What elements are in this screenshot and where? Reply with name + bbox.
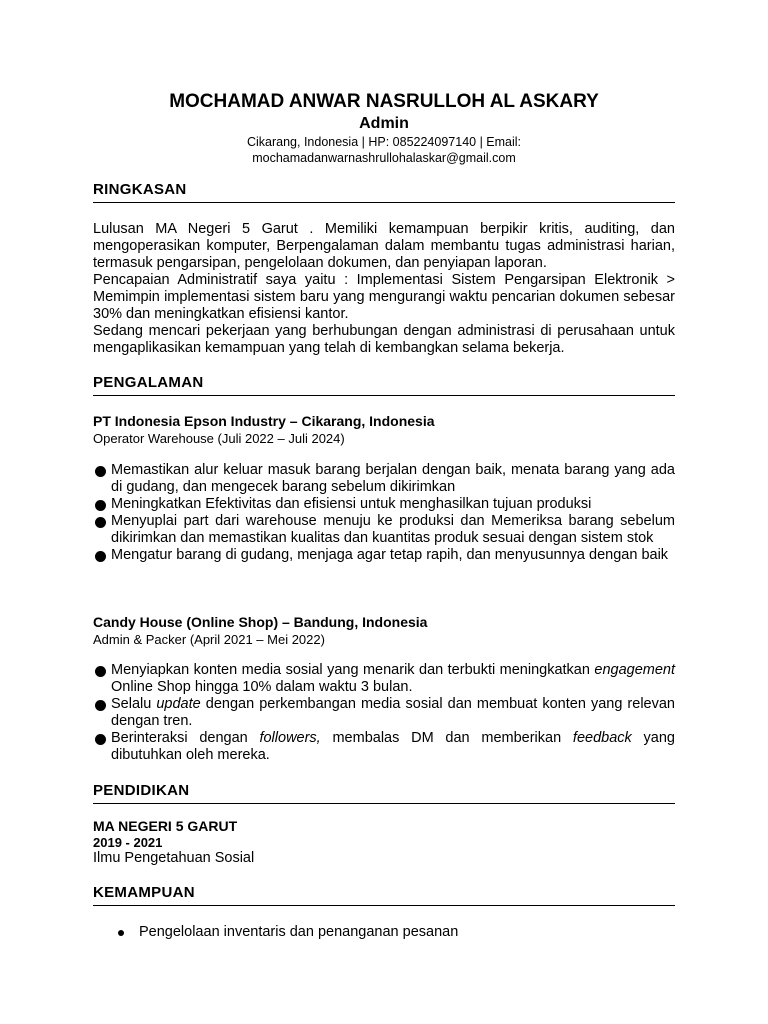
education-school: MA NEGERI 5 GARUT: [93, 818, 238, 834]
list-item: Berinteraksi dengan followers, membalas DM dan memberikan feedback yang dibutuhkan oleh mereka.: [93, 730, 675, 764]
contact-line-2: mochamadanwarnashrullohalaskar@gmail.com: [252, 151, 516, 165]
list-item: Mengatur barang di gudang, menjaga agar tetap rapih, dan menyusunnya dengan baik: [93, 547, 675, 564]
skill-item: Pengelolaan inventaris dan penanganan pesanan: [139, 924, 459, 940]
bullet-icon: [95, 551, 106, 562]
bullet-icon: [95, 517, 106, 528]
job-company-1: PT Indonesia Epson Industry – Cikarang, Indonesia: [93, 413, 435, 429]
job-2-bullets: [93, 662, 675, 764]
list-item: Meningkatkan Efektivitas dan efisiensi untuk menghasilkan tujuan produksi: [93, 496, 675, 513]
list-item: Menyuplai part dari warehouse menuju ke produksi dan Memeriksa barang sebelum dikirimkan dan memastikan kualitas dan kuantitas produk sesuai dengan sistem stok: [93, 513, 675, 547]
summary-text: [93, 221, 675, 357]
summary-paragraph-3: Sedang mencari pekerjaan yang berhubungan dengan administrasi di perusahaan untuk mengaplikasikan kemampuan yang telah di kembangkan selama bekerja.: [93, 323, 675, 356]
section-heading-skills: KEMAMPUAN: [93, 884, 675, 906]
job-1-bullets: [93, 462, 675, 564]
job-position-2: Admin & Packer (April 2021 – Mei 2022): [93, 632, 325, 647]
job-company-2: Candy House (Online Shop) – Bandung, Indonesia: [93, 614, 428, 630]
list-item: Selalu update dengan perkembangan media sosial dan membuat konten yang relevan dengan tren.: [93, 696, 675, 730]
job-position-1: Operator Warehouse (Juli 2022 – Juli 2024): [93, 431, 345, 446]
contact-info: [93, 134, 675, 166]
bullet-icon: [95, 700, 106, 711]
section-heading-experience: PENGALAMAN: [93, 374, 675, 396]
candidate-name: MOCHAMAD ANWAR NASRULLOH AL ASKARY: [169, 91, 599, 112]
education-major: Ilmu Pengetahuan Sosial: [93, 850, 255, 866]
education-years: 2019 - 2021: [93, 835, 163, 850]
section-heading-summary: RINGKASAN: [93, 181, 675, 203]
bullet-icon: [95, 666, 106, 677]
bullet-icon: [95, 500, 106, 511]
bullet-icon: [95, 466, 106, 477]
summary-paragraph-1: Lulusan MA Negeri 5 Garut . Memiliki kemampuan berpikir kritis, auditing, dan mengoperasikan komputer, Berpengalaman dalam membantu tugas administrasi harian, termasuk pengarsipan, pengelolaan dokumen, dan penyiapan laporan.: [93, 221, 675, 271]
candidate-role: Admin: [359, 115, 409, 132]
list-item: Menyiapkan konten media sosial yang menarik dan terbukti meningkatkan engagement Online Shop hingga 10% dalam waktu 3 bulan.: [93, 662, 675, 696]
summary-paragraph-2: Pencapaian Administratif saya yaitu : Implementasi Sistem Pengarsipan Elektronik > Memimpin implementasi sistem baru yang mengurangi waktu pencarian dokumen sebesar 30% dan meningkatkan efisiensi kantor.: [93, 272, 675, 322]
bullet-icon: [118, 930, 124, 936]
list-item: Memastikan alur keluar masuk barang berjalan dengan baik, menata barang yang ada di gudang, dan mengecek barang sebelum dikirimkan: [93, 462, 675, 496]
contact-line-1: Cikarang, Indonesia | HP: 085224097140 | Email:: [246, 135, 522, 149]
bullet-icon: [95, 734, 106, 745]
section-heading-education: PENDIDIKAN: [93, 782, 675, 804]
